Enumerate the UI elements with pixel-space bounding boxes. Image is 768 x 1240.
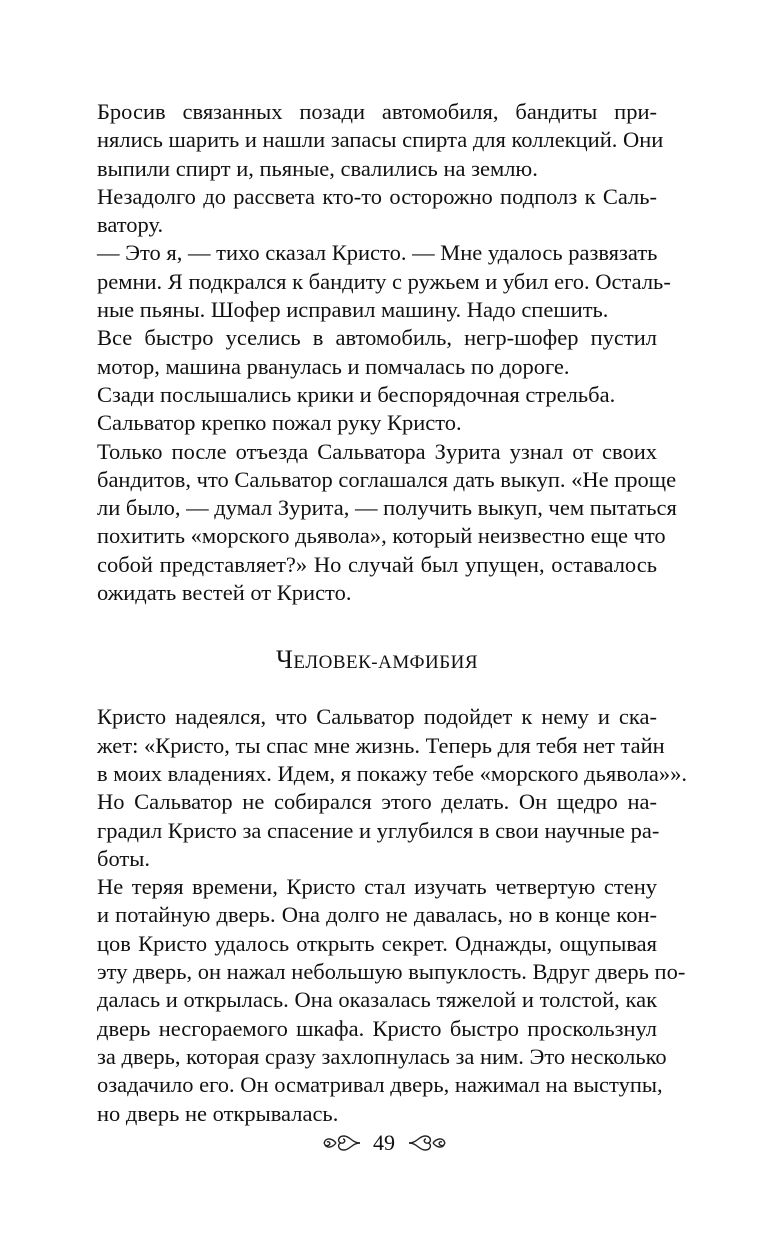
text-line: ли было, — думал Зурита, — получить выкуп, чем пытаться (97, 495, 677, 521)
paragraph (97, 381, 657, 409)
text-line: и потайную дверь. Она долго не давалась, но в конце кон- (97, 902, 657, 928)
chapter-title (97, 646, 657, 677)
paragraph (97, 438, 677, 608)
text-line: Кристо надеялся, что Сальватор подойдет к нему и ска- (97, 704, 657, 730)
paragraph (97, 873, 686, 1128)
text-line: бандитов, что Сальватор соглашался дать выкуп. «Не проще (97, 466, 677, 492)
text-line: — Это я, — тихо сказал Кристо. — Мне удалось развязать (97, 240, 658, 266)
text-line: похитить «морского дьявола», который неизвестно еще что (97, 523, 666, 549)
text-line: Бросив связанных позади автомобиля, бандиты при- (97, 99, 657, 124)
fleuron-left-icon (322, 1130, 362, 1156)
text-line: далась и открылась. Она оказалась тяжелой и толстой, как (97, 987, 657, 1013)
text-line: нялись шарить и нашли запасы спирта для коллекций. Они (97, 127, 664, 153)
paragraph (97, 409, 657, 437)
paragraph (97, 239, 671, 324)
paragraph (97, 324, 657, 381)
text-line: собой представляет?» Но случай был упущен, оставалось (97, 551, 657, 577)
text-line: выпили спирт и, пьяные, свалились на землю. (97, 155, 538, 181)
text-line: Сальватор крепко пожал руку Кристо. (97, 410, 462, 436)
text-line: Только после отъезда Сальватора Зурита узнал от своих (97, 438, 657, 464)
text-line: боты. (97, 845, 150, 871)
text-line: Не теряя времени, Кристо стал изучать четвертую стену (97, 874, 657, 900)
text-line: дверь несгораемого шкафа. Кристо быстро проскользнул (97, 1015, 657, 1041)
text-line: Сзади послышались крики и беспорядочная стрельба. (97, 381, 616, 407)
text-line: Все быстро уселись в автомобиль, негр-шофер пустил (97, 325, 657, 351)
text-line: ные пьяны. Шофер исправил машину. Надо спешить. (97, 297, 609, 323)
paragraph (97, 703, 687, 788)
text-line: цов Кристо удалось открыть секрет. Однажды, ощупывая (97, 930, 657, 956)
text-line: градил Кристо за спасение и углубился в свои научные ра- (97, 817, 660, 843)
page-number: 49 (373, 1129, 395, 1155)
text-block-after (97, 703, 687, 1127)
text-block-before (97, 98, 677, 607)
text-line: эту дверь, он нажал небольшую выпуклость. Вдруг дверь по- (97, 959, 686, 985)
text-line: озадачило его. Он осматривал дверь, нажимал на выступы, (97, 1072, 663, 1098)
page-footer (0, 1128, 768, 1156)
fleuron-right-icon (407, 1130, 447, 1156)
text-line: но дверь не открывалась. (97, 1100, 339, 1126)
text-line: жет: «Кристо, ты спас мне жизнь. Теперь для тебя нет тайн (97, 732, 665, 758)
chapter-title-rest: ЕЛОВЕК-АМФИБИЯ (293, 652, 479, 674)
text-line: за дверь, которая сразу захлопнулась за ним. Это несколько (97, 1043, 667, 1069)
paragraph (97, 788, 660, 873)
text-line: ремни. Я подкрался к бандиту с ружьем и убил его. Осталь- (97, 268, 671, 294)
chapter-title-initial: Ч (275, 645, 294, 675)
text-line: Незадолго до рассвета кто-то осторожно подполз к Саль- (97, 183, 657, 209)
text-line: в моих владениях. Идем, я покажу тебе «морского дьявола»». (97, 760, 687, 786)
paragraph (97, 183, 657, 240)
text-line: мотор, машина рванулась и помчалась по дороге. (97, 353, 570, 379)
paragraph (97, 98, 664, 183)
text-line: Но Сальватор не собирался этого делать. Он щедро на- (97, 789, 657, 815)
page-body (97, 98, 687, 1128)
text-line: ожидать вестей от Кристо. (97, 580, 352, 606)
text-line: ватору. (97, 212, 164, 238)
